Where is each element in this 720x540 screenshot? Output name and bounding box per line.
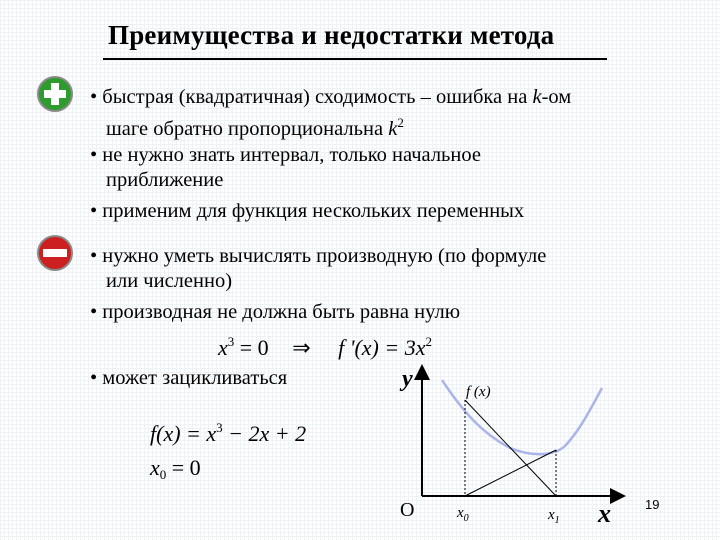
- formula-tail: − 2x + 2: [222, 421, 307, 446]
- tangent-at-x1: [465, 450, 556, 496]
- minus-icon: [36, 234, 74, 272]
- advantage-item: [90, 143, 481, 193]
- y-axis-label: y: [402, 366, 413, 392]
- disadvantage-text: • нужно уметь вычислять производную (по формуле: [90, 245, 547, 267]
- advantage-text: • не нужно знать интервал, только начальное: [90, 144, 481, 166]
- advantage-text-tail: -ом: [541, 86, 572, 108]
- implies-symbol: ⇒: [292, 335, 311, 360]
- advantage-k2: k: [388, 117, 398, 140]
- advantage-text-continuation: приближение: [106, 169, 224, 191]
- formula-derivative: '(x) = 3x: [344, 335, 426, 360]
- origin-label: O: [400, 499, 415, 521]
- formula-sub: 0: [159, 467, 167, 482]
- advantage-item: [90, 85, 571, 142]
- formula-function: [150, 420, 306, 447]
- disadvantage-text: • производная не должна быть равна нулю: [90, 301, 461, 323]
- slide-title: Преимущества и недостатки метода: [108, 20, 555, 50]
- formula-exp: 3: [216, 420, 223, 435]
- disadvantage-text-continuation: или численно): [106, 270, 233, 292]
- plus-icon: [36, 75, 74, 113]
- advantage-item: [90, 199, 524, 224]
- advantage-text: • применим для функция нескольких переменных: [90, 200, 525, 222]
- advantage-text-continuation: [90, 110, 571, 142]
- formula-f: f: [338, 335, 345, 360]
- disadvantage-item: [90, 366, 287, 391]
- formula-rhs: = 0: [234, 335, 269, 360]
- formula-var: x: [218, 335, 228, 360]
- formula-exp: 2: [425, 334, 432, 349]
- x-axis-label: x: [598, 499, 611, 528]
- page-number: 19: [645, 497, 660, 512]
- advantage-text: • быстрая (квадратичная) сходимость – ошибка на: [90, 86, 533, 108]
- advantage-exponent: 2: [397, 115, 404, 130]
- formula-derivative-zero: [218, 334, 432, 361]
- curve-label: f (x): [466, 384, 491, 400]
- x1-label: $x_1$: [548, 507, 560, 526]
- tangent-at-x0: [465, 400, 556, 496]
- x0-label: $x_0$: [457, 505, 469, 524]
- formula-exp: 3: [227, 334, 235, 349]
- disadvantage-item: [90, 244, 546, 294]
- formula-body: (x) = x: [156, 421, 217, 446]
- formula-var: x: [150, 455, 160, 480]
- advantage-text-line2: шаге обратно пропорциональна: [106, 117, 389, 140]
- formula-f: f: [150, 421, 157, 446]
- formula-tail: = 0: [166, 455, 201, 480]
- newton-graph: [390, 360, 630, 530]
- advantage-k: k: [532, 86, 542, 108]
- formula-initial: [150, 455, 201, 483]
- disadvantage-item: [90, 300, 460, 325]
- title-underline: [103, 58, 607, 60]
- disadvantage-text: • может зацикливаться: [90, 367, 288, 389]
